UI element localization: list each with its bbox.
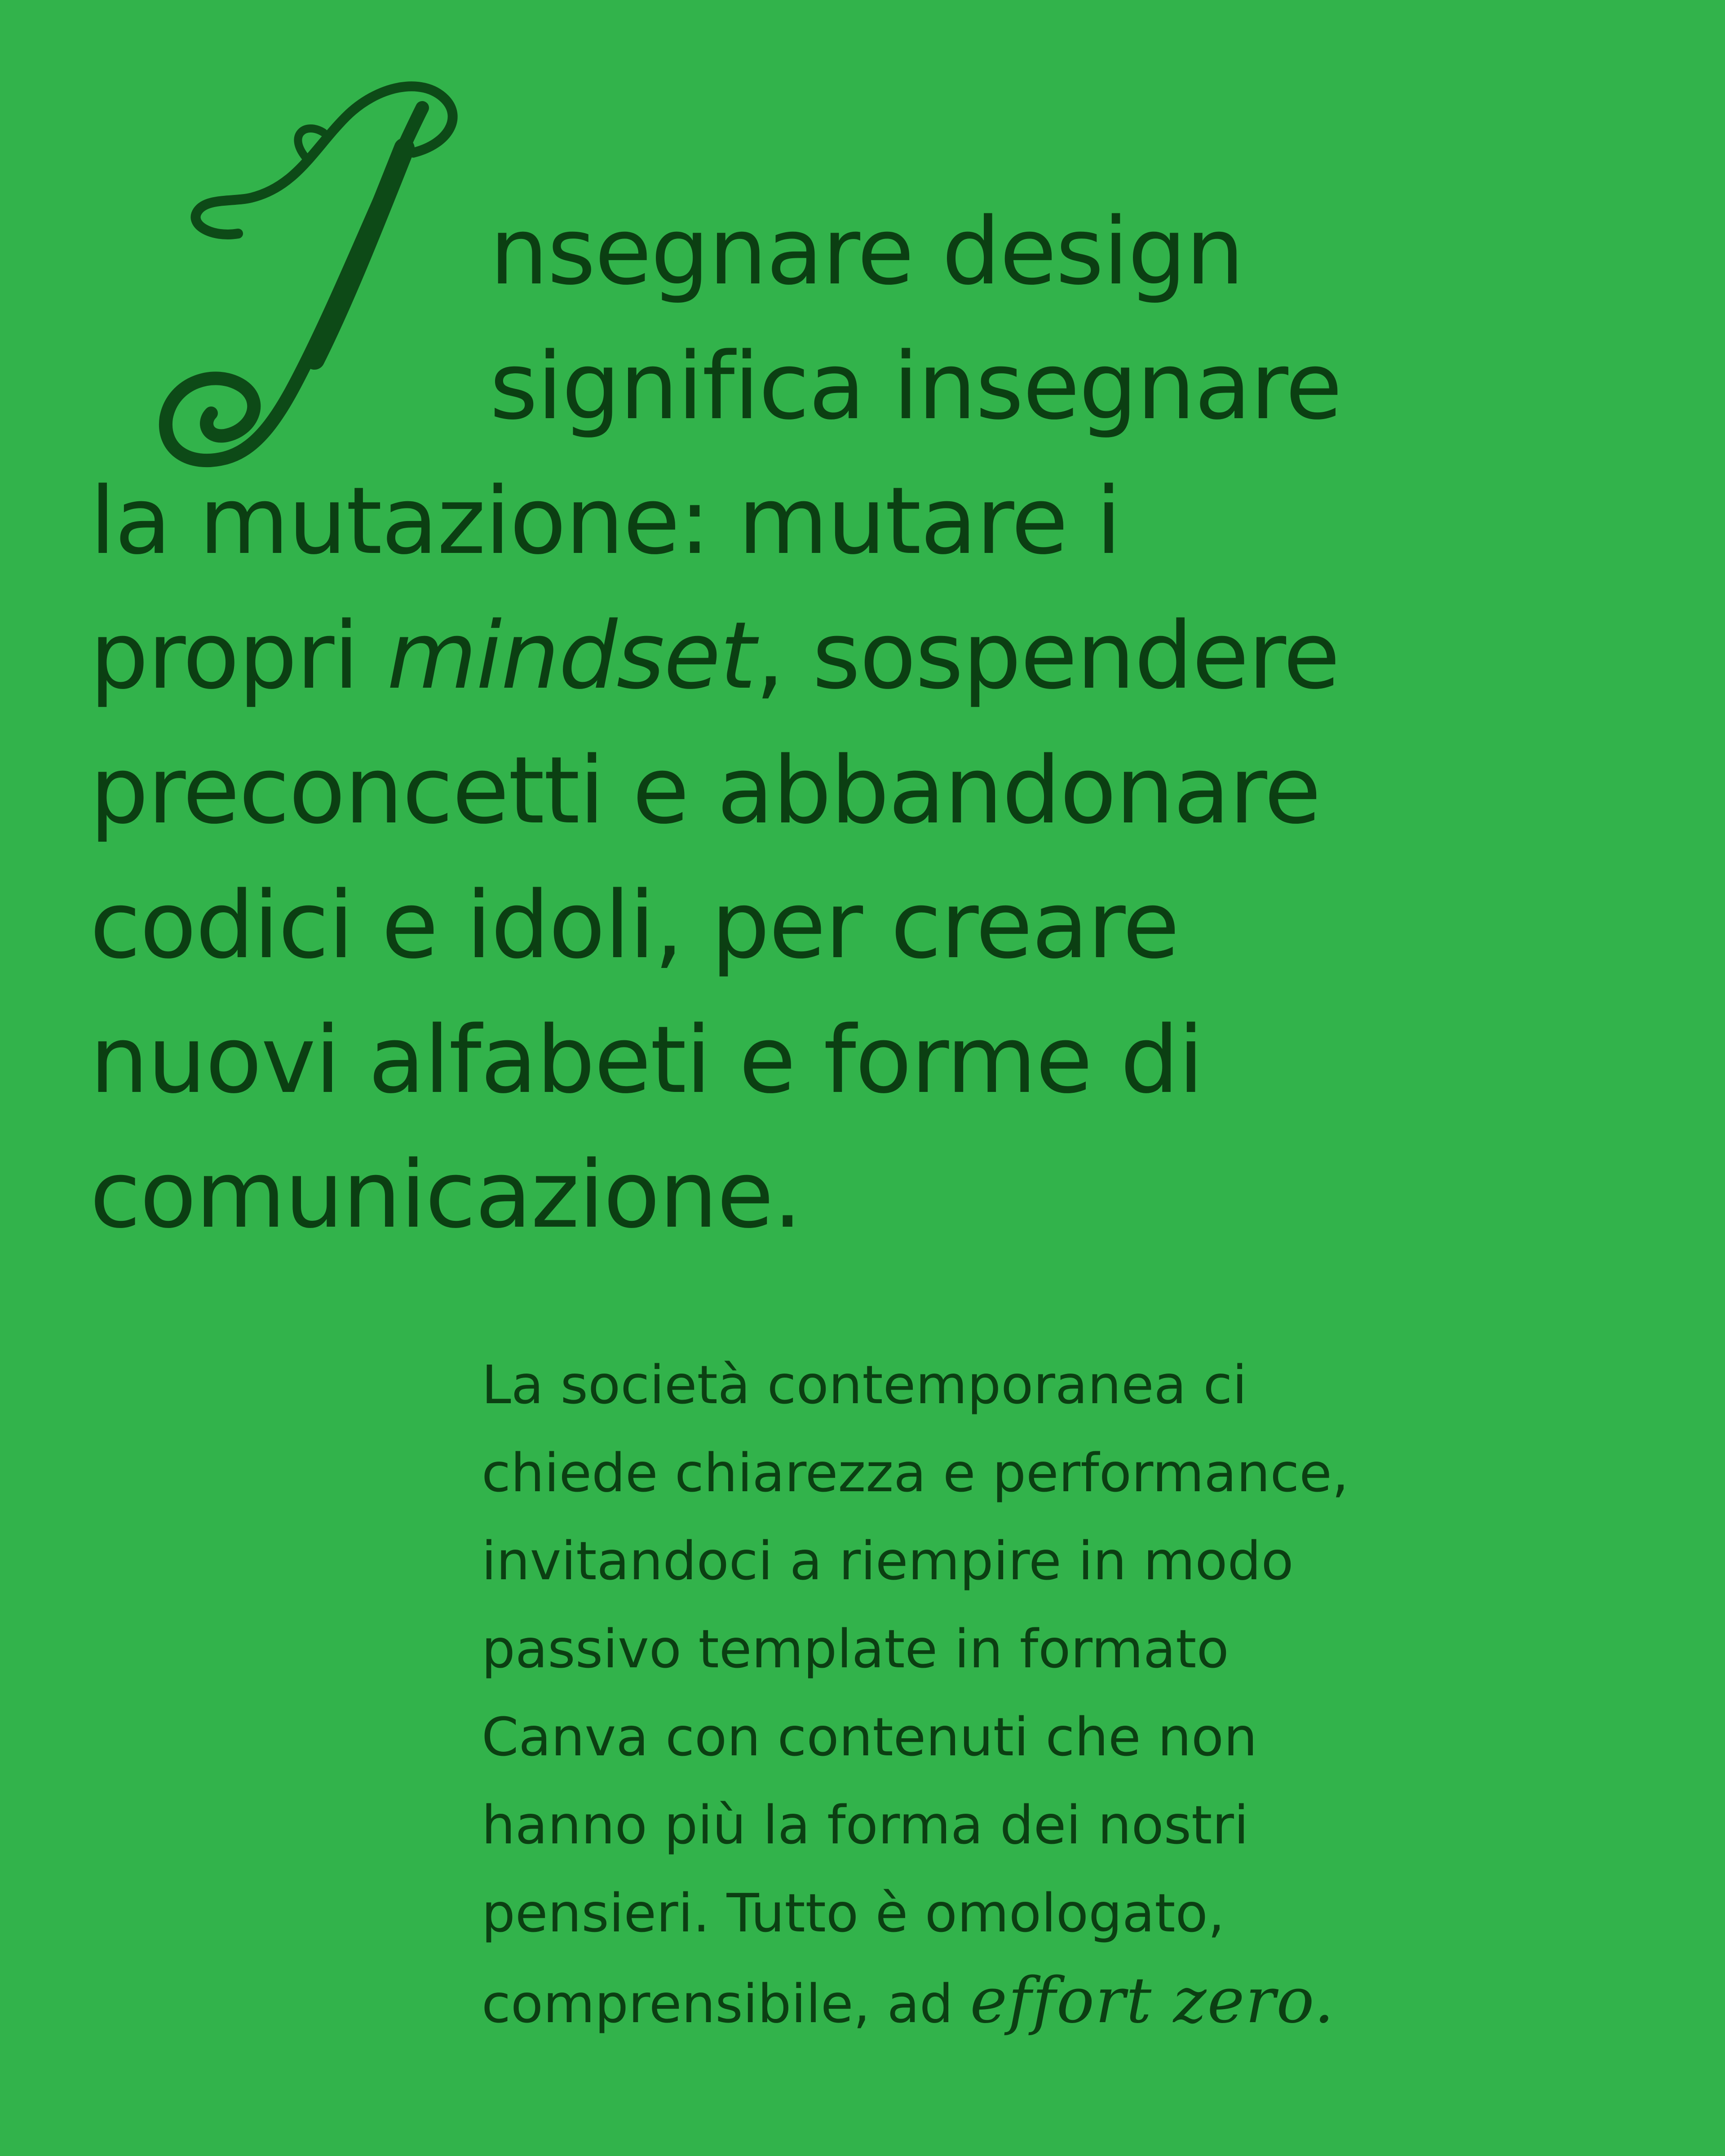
body-line-3: invitandoci a riempire in modo xyxy=(482,1530,1294,1592)
body-line-6: hanno più la forma dei nostri xyxy=(482,1794,1249,1856)
lead-line-5: preconcetti e abbandonare xyxy=(90,737,1321,844)
lead-emphasis-mindset: mindset xyxy=(387,602,756,710)
body-line-7: pensieri. Tutto è omologato, xyxy=(482,1882,1225,1944)
lead-line-4-end: , sospendere xyxy=(755,602,1340,710)
body-line-4: passivo template in formato xyxy=(482,1618,1229,1680)
lead-line-4-start: propri xyxy=(90,602,387,710)
lead-line-7: nuovi alfabeti e forme di xyxy=(90,1006,1203,1114)
body-line-8-start: comprensibile, ad xyxy=(482,1973,970,2035)
lead-line-1: nsegnare design xyxy=(490,198,1243,305)
body-line-8 xyxy=(482,1957,1694,2048)
lead-line-4 xyxy=(90,588,1617,723)
body-paragraph xyxy=(482,1341,1694,2048)
body-line-5: Canva con contenuti che non xyxy=(482,1706,1257,1768)
lead-paragraph xyxy=(90,184,1617,1262)
body-line-2: chiede chiarezza e performance, xyxy=(482,1442,1349,1504)
body-line-1: La società contemporanea ci xyxy=(482,1354,1247,1416)
lead-line-6: codici e idoli, per creare xyxy=(90,871,1179,979)
lead-line-8: comunicazione. xyxy=(90,1141,801,1249)
lead-line-3: la mutazione: mutare i xyxy=(90,467,1121,575)
body-script-effort-zero: effort zero. xyxy=(970,1964,1335,2037)
lead-line-2: significa insegnare xyxy=(490,332,1342,440)
